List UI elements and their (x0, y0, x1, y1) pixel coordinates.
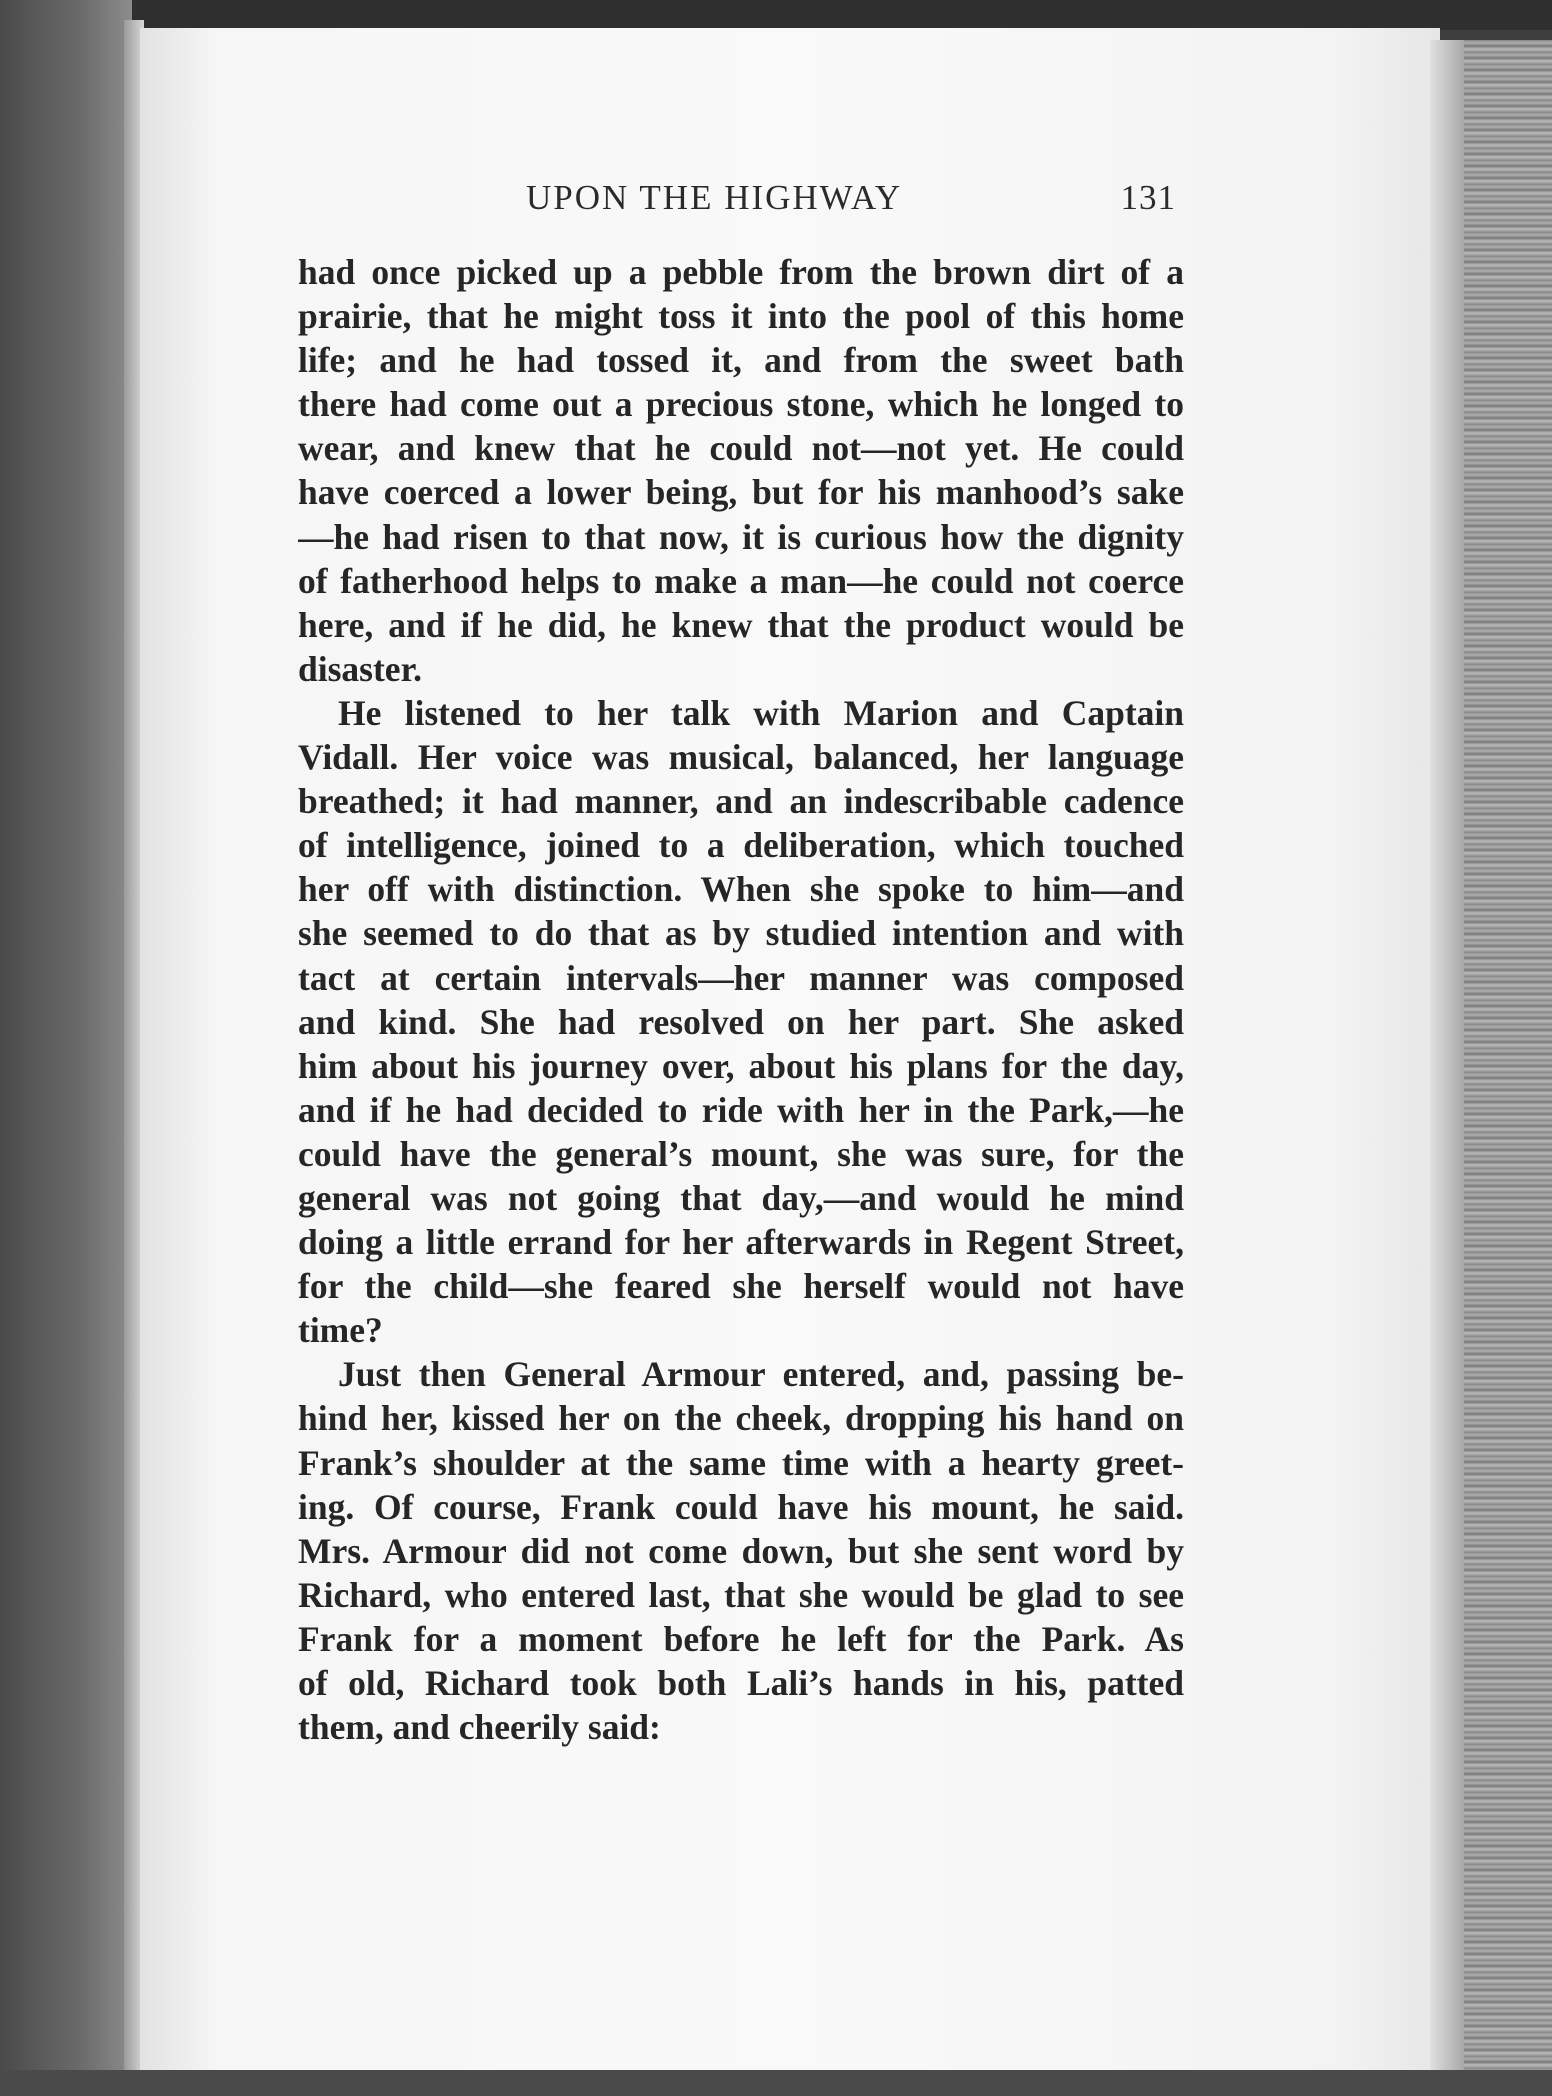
text-line: time? (298, 1310, 383, 1351)
text-line: —he had risen to that now, it is curious how the dignity (298, 516, 1184, 557)
text-line: could have the general’s mount, she was sure, for the (298, 1133, 1184, 1174)
text-line: Mrs. Armour did not come down, but she sent word by (298, 1530, 1184, 1571)
text-line: of fatherhood helps to make a man—he could not coerce (298, 560, 1184, 601)
text-line: tact at certain intervals—her manner was composed (298, 957, 1184, 998)
scan-top-border (0, 0, 1552, 30)
text-line: breathed; it had manner, and an indescribable cadence (298, 781, 1184, 822)
text-line: prairie, that he might toss it into the pool of this home (298, 296, 1184, 337)
text-line: general was not going that day,—and would he mind (298, 1177, 1184, 1218)
paragraph (298, 691, 1184, 1352)
text-line: here, and if he did, he knew that the product would be (298, 604, 1184, 645)
scan-left-margin (0, 0, 132, 2096)
running-head: UPON THE HIGHWAY (526, 178, 903, 217)
text-line: and kind. She had resolved on her part. She asked (298, 1001, 1184, 1042)
text-line: of intelligence, joined to a deliberation, which touched (298, 825, 1184, 866)
page-curl-shadow (1430, 40, 1464, 2096)
text-line: and if he had decided to ride with her in the Park,—he (298, 1089, 1184, 1130)
page-header (296, 178, 1186, 230)
text-line: them, and cheerily said: (298, 1707, 661, 1748)
text-line: life; and he had tossed it, and from the sweet bath (298, 340, 1184, 381)
text-line: He listened to her talk with Marion and Captain (338, 692, 1184, 733)
body-text (298, 250, 1184, 1749)
text-line: Vidall. Her voice was musical, balanced, her language (298, 737, 1184, 778)
text-line: disaster. (298, 648, 422, 689)
text-line: Frank’s shoulder at the same time with a hearty greet- (298, 1442, 1184, 1483)
text-line: doing a little errand for her afterwards in Regent Street, (298, 1222, 1184, 1263)
text-line: ing. Of course, Frank could have his mount, he said. (298, 1486, 1184, 1527)
text-line: she seemed to do that as by studied intention and with (298, 913, 1184, 954)
scan-bottom-border (0, 2070, 1552, 2096)
text-line: there had come out a precious stone, which he longed to (298, 384, 1184, 425)
text-line: had once picked up a pebble from the brown dirt of a (298, 252, 1184, 292)
text-line: of old, Richard took both Lali’s hands in his, patted (298, 1663, 1184, 1703)
text-line: hind her, kissed her on the cheek, dropping his hand on (298, 1398, 1184, 1439)
text-line: wear, and knew that he could not—not yet. He could (298, 428, 1184, 469)
text-line: him about his journey over, about his plans for the day, (298, 1045, 1184, 1086)
text-line: Just then General Armour entered, and, passing be- (338, 1354, 1184, 1395)
text-line: have coerced a lower being, but for his manhood’s sake (298, 472, 1184, 513)
paragraph (298, 250, 1184, 691)
text-line: Frank for a moment before he left for the Park. As (298, 1618, 1184, 1659)
text-line: for the child—she feared she herself would not have (298, 1266, 1184, 1307)
paragraph (298, 1352, 1184, 1749)
text-line: Richard, who entered last, that she would be glad to see (298, 1574, 1184, 1615)
page-number: 131 (1120, 178, 1176, 217)
text-line: her off with distinction. When she spoke to him—and (298, 869, 1184, 910)
